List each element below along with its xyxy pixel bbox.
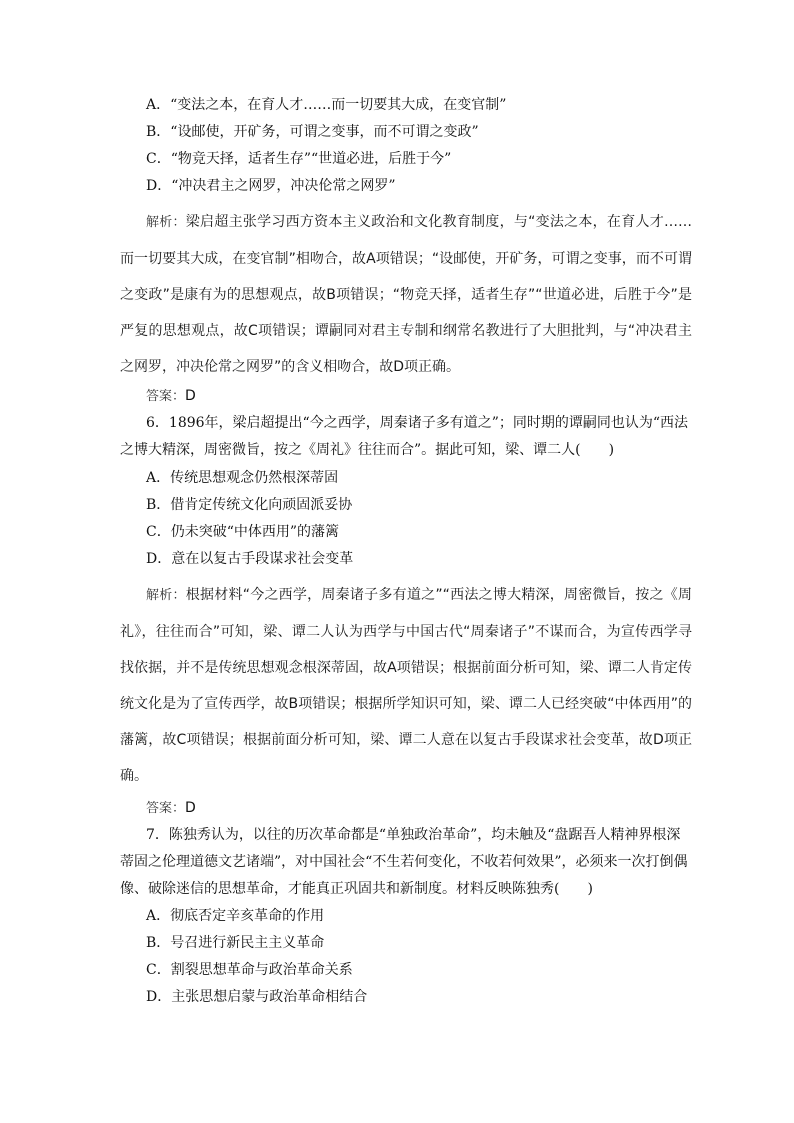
q7-stem: 7．陈独秀认为，以往的历次革命都是“单独政治革命”，均未触及“盘踞吾人精神界根深蒂固之伦理道德文艺诸端”，对中国社会“不生若何变化，不收若何效果”，必须来一次打倒偶像、破除迷信的思想革命，才能真正巩固共和新制度。材料反映陈独秀( ) [120,827,688,897]
q6-answer-label: 答案： [146,801,186,816]
q7-option-a: A．彻底否定辛亥革命的作用 [146,908,325,924]
q7-option-c: C．割裂思想革命与政治革命关系 [146,962,353,978]
q5-option-b: B．“设邮使，开矿务，可谓之变事，而不可谓之变政” [146,124,479,140]
q6-answer-value: D [185,800,196,816]
q6-explanation-text: 根据材料“今之西学，周秦诸子多有道之”“西法之博大精深，周密微旨，按之《周礼》，往往而合”可知，梁、谭二人认为西学与中国古代“周秦诸子”不谋而合，为宣传西学寻找依据，并不是传统思想观念根深蒂固，故A项错误；根据前面分析可知，梁、谭二人肯定传统文化是为了宣传西学，故B项错误；根据所学知识可知，梁、谭二人已经突破“中体西用”的藩篱，故C项错误；根据前面分析可知，梁、谭二人意在以复古手段谋求社会变革，故D项正确。 [120,587,692,784]
q6-explanation-label: 解析： [146,588,186,603]
q5-explanation-text: 梁启超主张学习西方资本主义政治和文化教育制度，与“变法之本，在育人才……而一切要其大成，在变官制”相吻合，故A项错误；“设邮使，开矿务，可谓之变事，而不可谓之变政”是康有为的思想观点，故B项错误；“物竞天择，适者生存”“世道必进，后胜于今”是严复的思想观点，故C项错误；谭嗣同对君主专制和纲常名教进行了大胆批判，与“冲决君主之网罗，冲决伦常之网罗”的含义相吻合，故D项正确。 [120,214,692,375]
q6-stem: 6．1896年，梁启超提出“今之西学，周秦诸子多有道之”；同时期的谭嗣同也认为“西法之博大精深，周密微旨，按之《周礼》往往而合”。据此可知，梁、谭二人( ) [120,415,689,458]
q5-option-d: D．“冲决君主之网罗，冲决伦常之网罗” [146,178,396,194]
q5-explanation-label: 解析： [146,215,186,230]
q6-answer [146,795,716,822]
q6-explanation [120,577,692,794]
q6-option-d: D．意在以复古手段谋求社会变革 [146,551,354,567]
q6-option-c: C．仍未突破“中体西用”的藩篱 [146,524,340,540]
q6-option-a: A．传统思想观念仍然根深蒂固 [146,470,339,486]
q5-answer-value: D [185,388,196,404]
q7-option-d: D．主张思想启蒙与政治革命相结合 [146,989,368,1005]
q6-option-b: B．借肯定传统文化向顽固派妥协 [146,497,353,513]
q5-option-c: C．“物竞天择，适者生存”“世道必进，后胜于今” [146,151,452,167]
q5-explanation [120,204,692,385]
q7-option-b: B．号召进行新民主主义革命 [146,935,325,951]
q5-answer [146,383,716,410]
q5-answer-label: 答案： [146,389,186,404]
q5-option-a: A．“变法之本，在育人才……而一切要其大成，在变官制” [146,97,507,113]
